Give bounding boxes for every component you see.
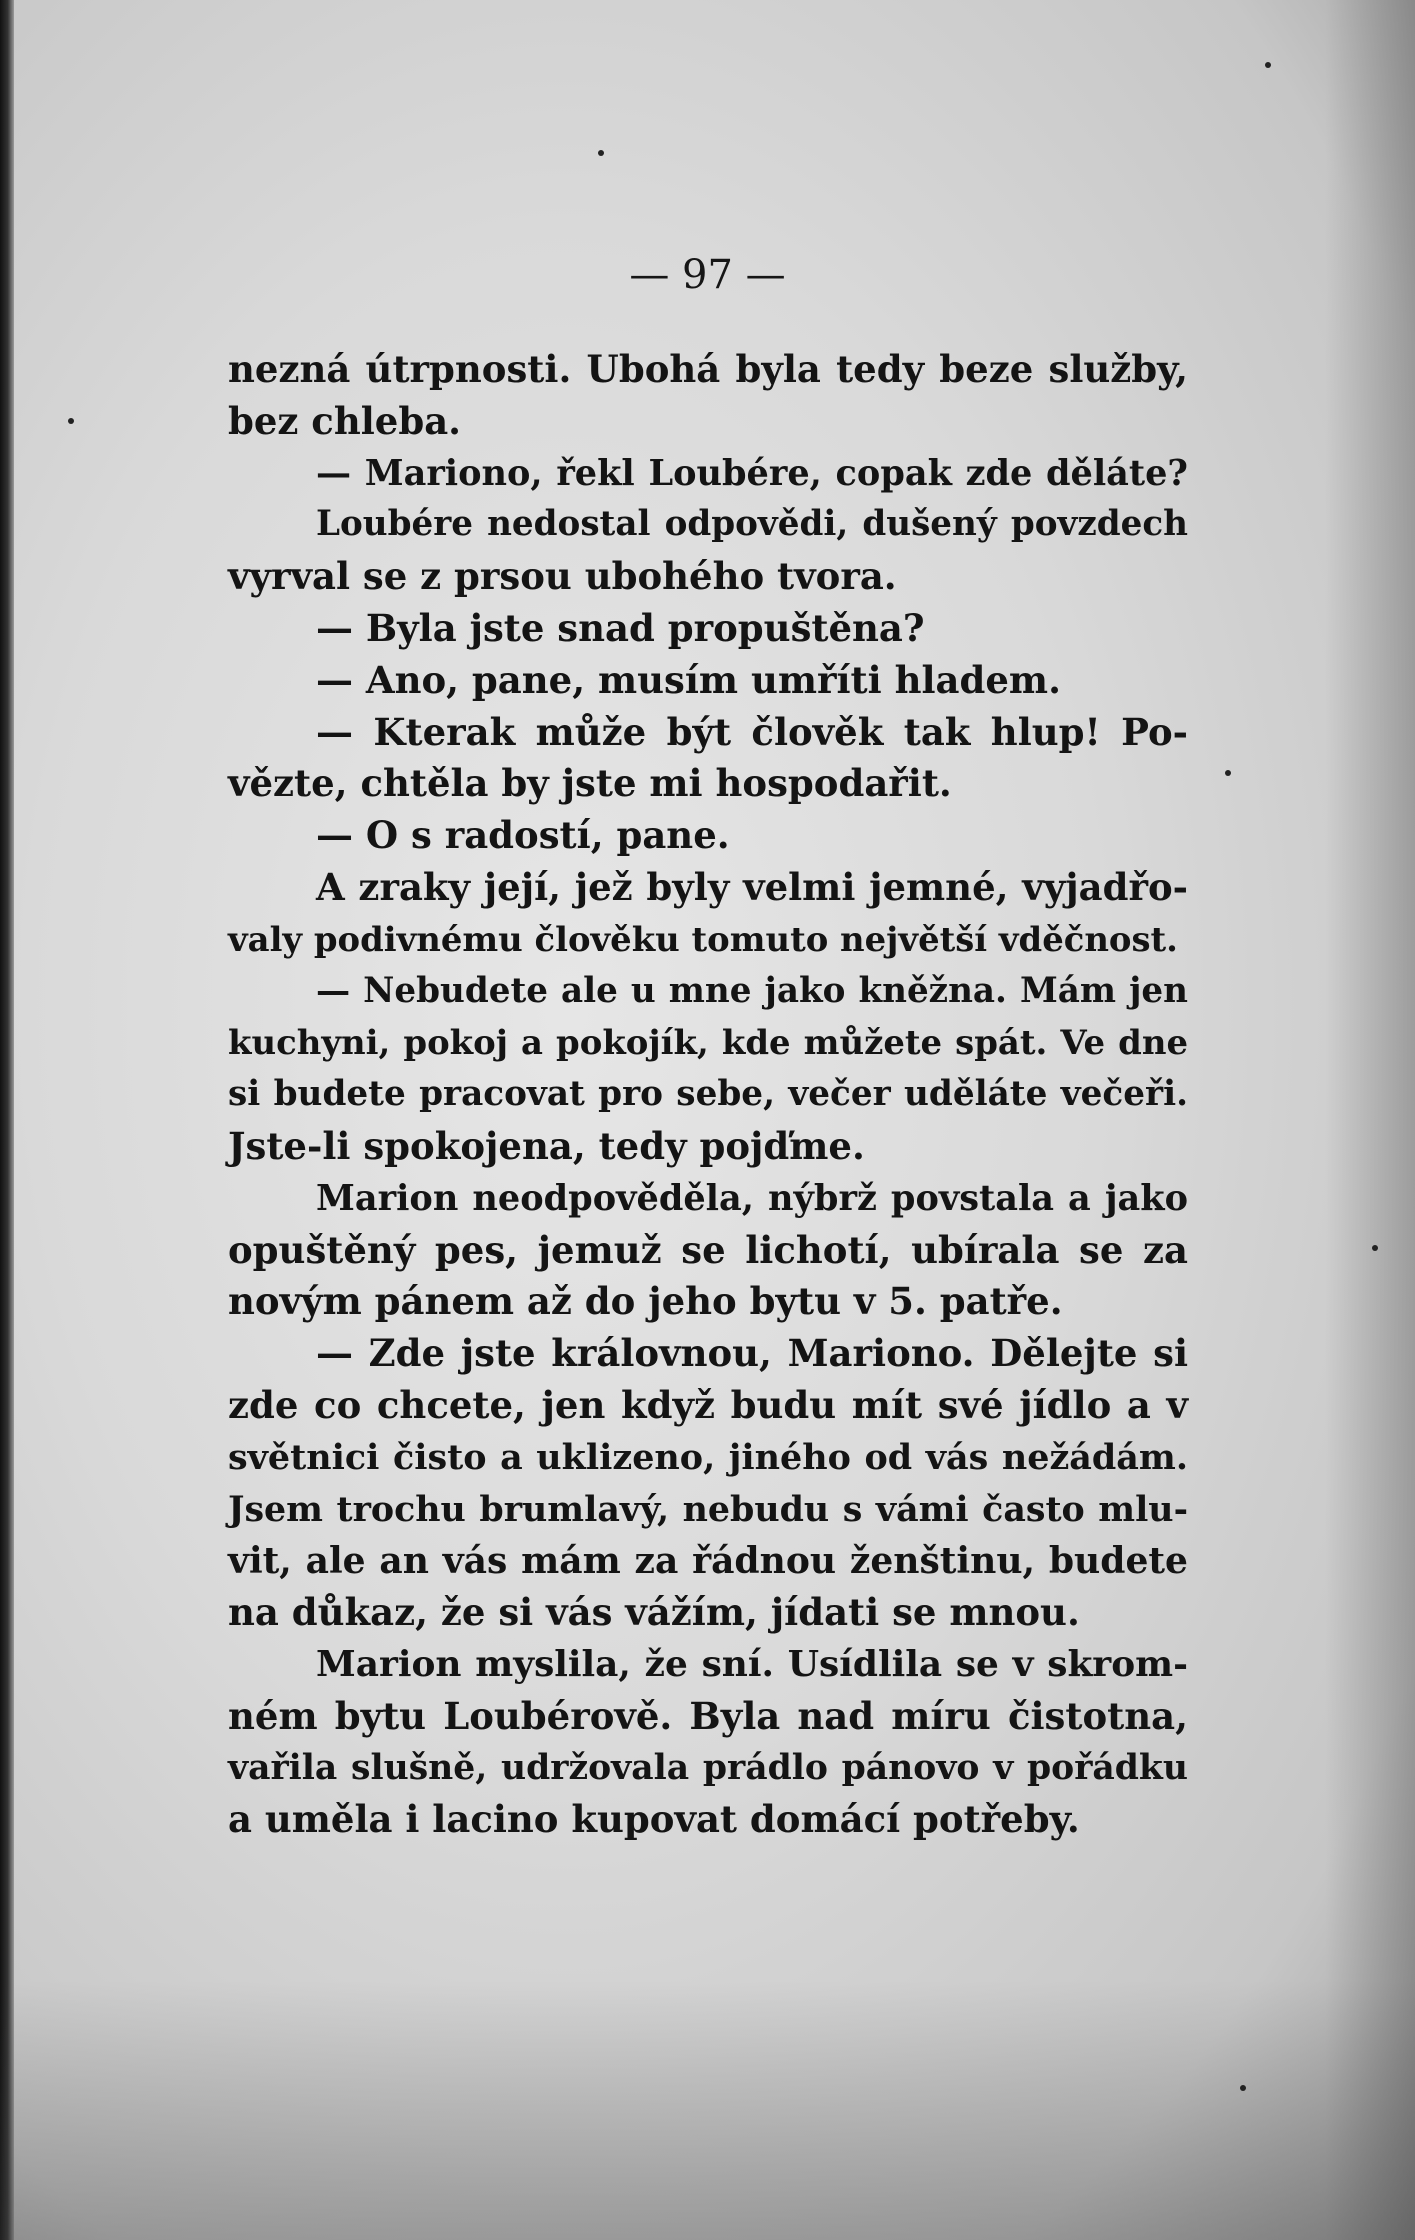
text-line: — Zde jste královnou, Mariono. Dělejte si	[316, 1331, 1188, 1376]
print-speck	[598, 150, 604, 156]
text-line: — Ano, pane, musím umříti hladem.	[316, 657, 1061, 702]
page-edge-shadow	[1325, 0, 1415, 2240]
print-speck	[1372, 1245, 1378, 1251]
text-line: si budete pracovat pro sebe, večer uděláte večeři.	[228, 1074, 1188, 1115]
text-line: vyrval se z prsou ubohého tvora.	[228, 554, 897, 599]
text-line: vězte, chtěla by jste mi hospodařit.	[228, 761, 952, 806]
text-line: na důkaz, že si vás vážím, jídati se mnou.	[228, 1590, 1080, 1635]
text-line: — Kterak může být člověk tak hlup! Po-	[316, 709, 1188, 754]
text-line: — O s radostí, pane.	[316, 813, 730, 858]
text-line: Jsem trochu brumlavý, nebudu s vámi často mlu-	[228, 1488, 1188, 1530]
text-line: valy podivnému člověku tomuto největší vděčnost.	[228, 918, 1178, 959]
text-line: — Mariono, řekl Loubére, copak zde děláte?	[316, 452, 1188, 494]
text-line: Loubére nedostal odpovědi, dušený povzdech	[316, 504, 1188, 545]
text-line: světnici čisto a uklizeno, jiného od vás nežádám.	[228, 1436, 1188, 1478]
page-bottom-shadow	[0, 1980, 1415, 2240]
text-line: Jste-li spokojena, tedy pojďme.	[228, 1123, 865, 1168]
text-line: kuchyni, pokoj a pokojík, kde můžete spát. Ve dne	[228, 1022, 1188, 1063]
text-line: vit, ale an vás mám za řádnou ženštinu, budete	[228, 1539, 1188, 1583]
page-binding-edge	[0, 0, 14, 2240]
page-number: — 97 —	[629, 252, 786, 298]
text-line: opuštěný pes, jemuž se lichotí, ubírala se za	[228, 1227, 1188, 1272]
print-speck	[68, 418, 74, 424]
text-line: A zraky její, jež byly velmi jemné, vyjadřo-	[316, 864, 1188, 909]
text-line: bez chleba.	[228, 398, 462, 443]
text-line: — Nebudete ale u mne jako kněžna. Mám jen	[316, 970, 1188, 1011]
text-line: ném bytu Loubérově. Byla nad míru čistotna,	[228, 1693, 1188, 1738]
text-line: vařila slušně, udržovala prádlo pánovo v pořádku	[228, 1747, 1188, 1788]
body-text	[228, 344, 1188, 1846]
text-line: novým pánem až do jeho bytu v 5. patře.	[228, 1279, 1063, 1324]
text-line: Marion neodpověděla, nýbrž povstala a jako	[316, 1177, 1188, 1219]
text-line: Marion myslila, že sní. Usídlila se v skrom-	[316, 1642, 1188, 1685]
print-speck	[1265, 62, 1271, 68]
print-speck	[1240, 2085, 1246, 2091]
print-speck	[1225, 770, 1231, 776]
text-line: zde co chcete, jen když budu mít své jídlo a v	[228, 1382, 1188, 1427]
text-line: nezná útrpnosti. Ubohá byla tedy beze služby,	[228, 347, 1188, 391]
text-line: a uměla i lacino kupovat domácí potřeby.	[228, 1797, 1080, 1842]
text-line: — Byla jste snad propuštěna?	[316, 605, 925, 650]
